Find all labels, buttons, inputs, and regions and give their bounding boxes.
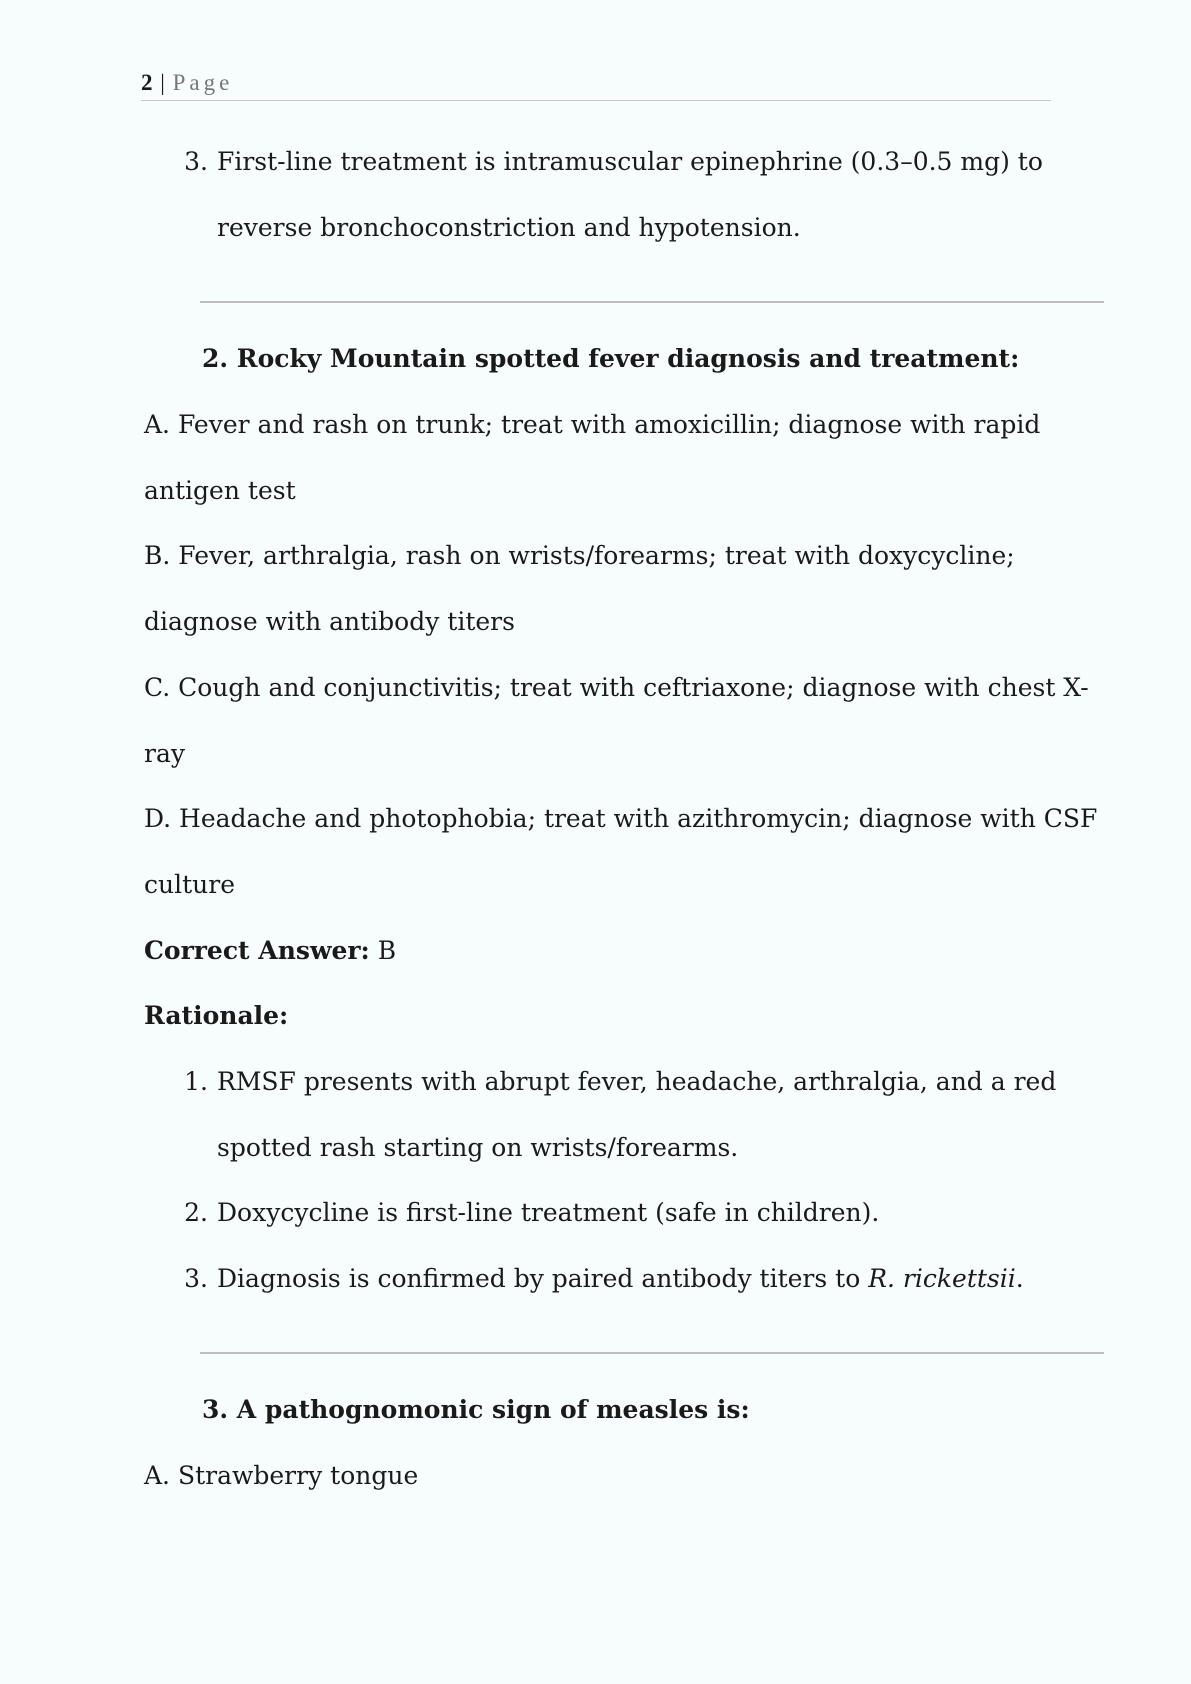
q2-option-c-line2: ray [144, 739, 185, 768]
prev-rationale-item3-number: 3. [184, 147, 208, 176]
correct-answer-label: Correct Answer: [144, 936, 370, 965]
page-number: 2 [141, 70, 153, 95]
r3-pre: Diagnosis is confirmed by paired antibody titers to [217, 1264, 869, 1293]
q2-option-a-line2: antigen test [144, 476, 296, 505]
q2-rationale-item1-number: 1. [184, 1067, 208, 1096]
r3-post: . [1015, 1264, 1024, 1293]
q2-rationale-item1-line2: spotted rash starting on wrists/forearms. [217, 1133, 739, 1162]
q2-rationale-item2-number: 2. [184, 1198, 208, 1227]
q2-option-d-line2: culture [144, 870, 235, 899]
section-divider-2 [200, 1352, 1104, 1354]
prev-rationale-item3-line2: reverse bronchoconstriction and hypotension. [217, 213, 801, 242]
q3-option-a: A. Strawberry tongue [144, 1461, 419, 1490]
section-divider [200, 301, 1104, 303]
organism-name: R. rickettsii [868, 1264, 1016, 1293]
correct-answer-value: B [377, 936, 397, 965]
q2-option-a-line1: A. Fever and rash on trunk; treat with amoxicillin; diagnose with rapid [144, 410, 1041, 439]
page-separator: | [160, 70, 165, 95]
q2-option-b-line2: diagnose with antibody titers [144, 607, 515, 636]
page-label: Page [172, 70, 234, 95]
q2-rationale-label: Rationale: [144, 1001, 289, 1030]
q2-correct-answer [144, 936, 396, 966]
page-header [141, 70, 1051, 101]
question-2-title: 2. Rocky Mountain spotted fever diagnosis and treatment: [202, 344, 1020, 373]
q2-option-b-line1: B. Fever, arthralgia, rash on wrists/forearms; treat with doxycycline; [144, 541, 1015, 570]
q2-rationale-item1-line1: RMSF presents with abrupt fever, headache, arthralgia, and a red [217, 1067, 1057, 1096]
question-3-title: 3. A pathognomonic sign of measles is: [202, 1395, 750, 1424]
q2-option-c-line1: C. Cough and conjunctivitis; treat with ceftriaxone; diagnose with chest X- [144, 673, 1089, 702]
prev-rationale-item3-line1: First-line treatment is intramuscular epinephrine (0.3–0.5 mg) to [217, 147, 1043, 176]
q2-rationale-item2-text: Doxycycline is first-line treatment (safe in children). [217, 1198, 880, 1227]
q2-option-d-line1: D. Headache and photophobia; treat with azithromycin; diagnose with CSF [144, 804, 1098, 833]
q2-rationale-item3-text [217, 1264, 1024, 1294]
q2-rationale-item3-number: 3. [184, 1264, 208, 1293]
